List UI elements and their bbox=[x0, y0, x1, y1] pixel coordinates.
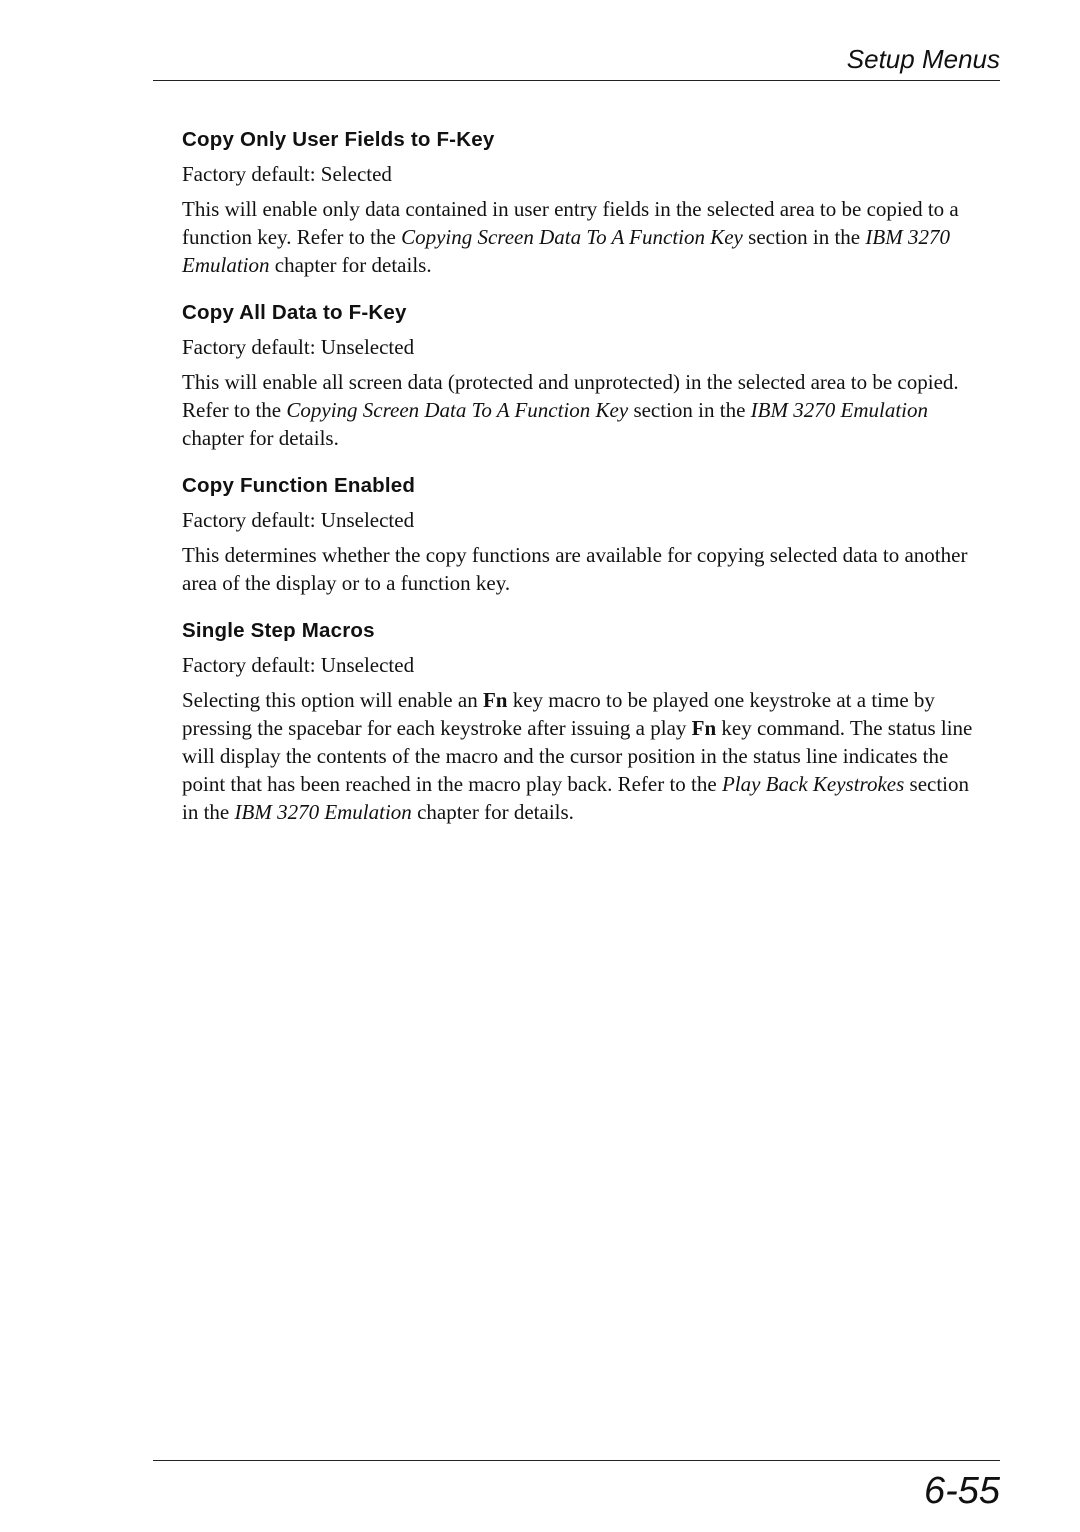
body-text: chapter for details. bbox=[411, 800, 574, 824]
section-body bbox=[182, 195, 982, 279]
section-single-step-macros bbox=[182, 619, 982, 826]
factory-default: Factory default: Unselected bbox=[182, 508, 415, 532]
body-text: This will enable all screen data (protected and unprotected) in the selected area to be copied. Refer to the bbox=[182, 370, 959, 422]
body-text: key macro to be played one keystroke at a time by pressing the spacebar for each keystroke after issuing a play bbox=[182, 688, 935, 740]
section-copy-all-data bbox=[182, 301, 982, 452]
section-body bbox=[182, 368, 982, 452]
section-body bbox=[182, 541, 982, 597]
body-text: Selecting this option will enable an bbox=[182, 688, 483, 712]
section-heading: Copy All Data to F-Key bbox=[182, 301, 407, 324]
body-text: section in the bbox=[182, 772, 970, 824]
emphasis-italic: Copying Screen Data To A Function Key bbox=[286, 398, 629, 422]
body-text: key command. The status line will display the contents of the macro and the cursor position in the status line indicates the point that has been reached in the macro play back. Refer to the bbox=[182, 716, 973, 796]
page-number: 6-55 bbox=[923, 1470, 1000, 1512]
section-heading: Copy Only User Fields to F-Key bbox=[182, 128, 495, 151]
running-header-title: Setup Menus bbox=[846, 44, 1000, 74]
footer-rule bbox=[153, 1460, 1000, 1461]
section-heading: Single Step Macros bbox=[182, 619, 375, 642]
emphasis-italic: Play Back Keystrokes bbox=[721, 772, 905, 796]
header-rule bbox=[153, 80, 1000, 81]
emphasis-italic: IBM 3270 Emulation bbox=[234, 800, 412, 824]
body-text: section in the bbox=[628, 398, 751, 422]
factory-default: Factory default: Selected bbox=[182, 162, 392, 186]
emphasis-italic: Copying Screen Data To A Function Key bbox=[401, 225, 743, 249]
section-heading: Copy Function Enabled bbox=[182, 474, 416, 497]
body-text: section in the bbox=[742, 225, 866, 249]
emphasis-bold: Fn bbox=[482, 688, 508, 712]
factory-default: Factory default: Unselected bbox=[182, 653, 415, 677]
emphasis-bold: Fn bbox=[691, 716, 717, 740]
section-copy-function-enabled bbox=[182, 474, 982, 597]
body-text: chapter for details. bbox=[269, 253, 432, 277]
emphasis-italic: IBM 3270 Emulation bbox=[182, 225, 950, 277]
section-copy-only-user-fields bbox=[182, 128, 982, 279]
factory-default: Factory default: Unselected bbox=[182, 335, 415, 359]
emphasis-italic: IBM 3270 Emulation bbox=[750, 398, 928, 422]
body-text: This will enable only data contained in user entry fields in the selected area to be copied to a function key. Refer to the bbox=[182, 197, 959, 249]
body-text: chapter for details. bbox=[182, 426, 339, 450]
body-text: This determines whether the copy functions are available for copying selected data to another area of the display or to a function key. bbox=[182, 543, 968, 595]
section-body bbox=[182, 686, 982, 826]
page-content bbox=[182, 128, 982, 848]
